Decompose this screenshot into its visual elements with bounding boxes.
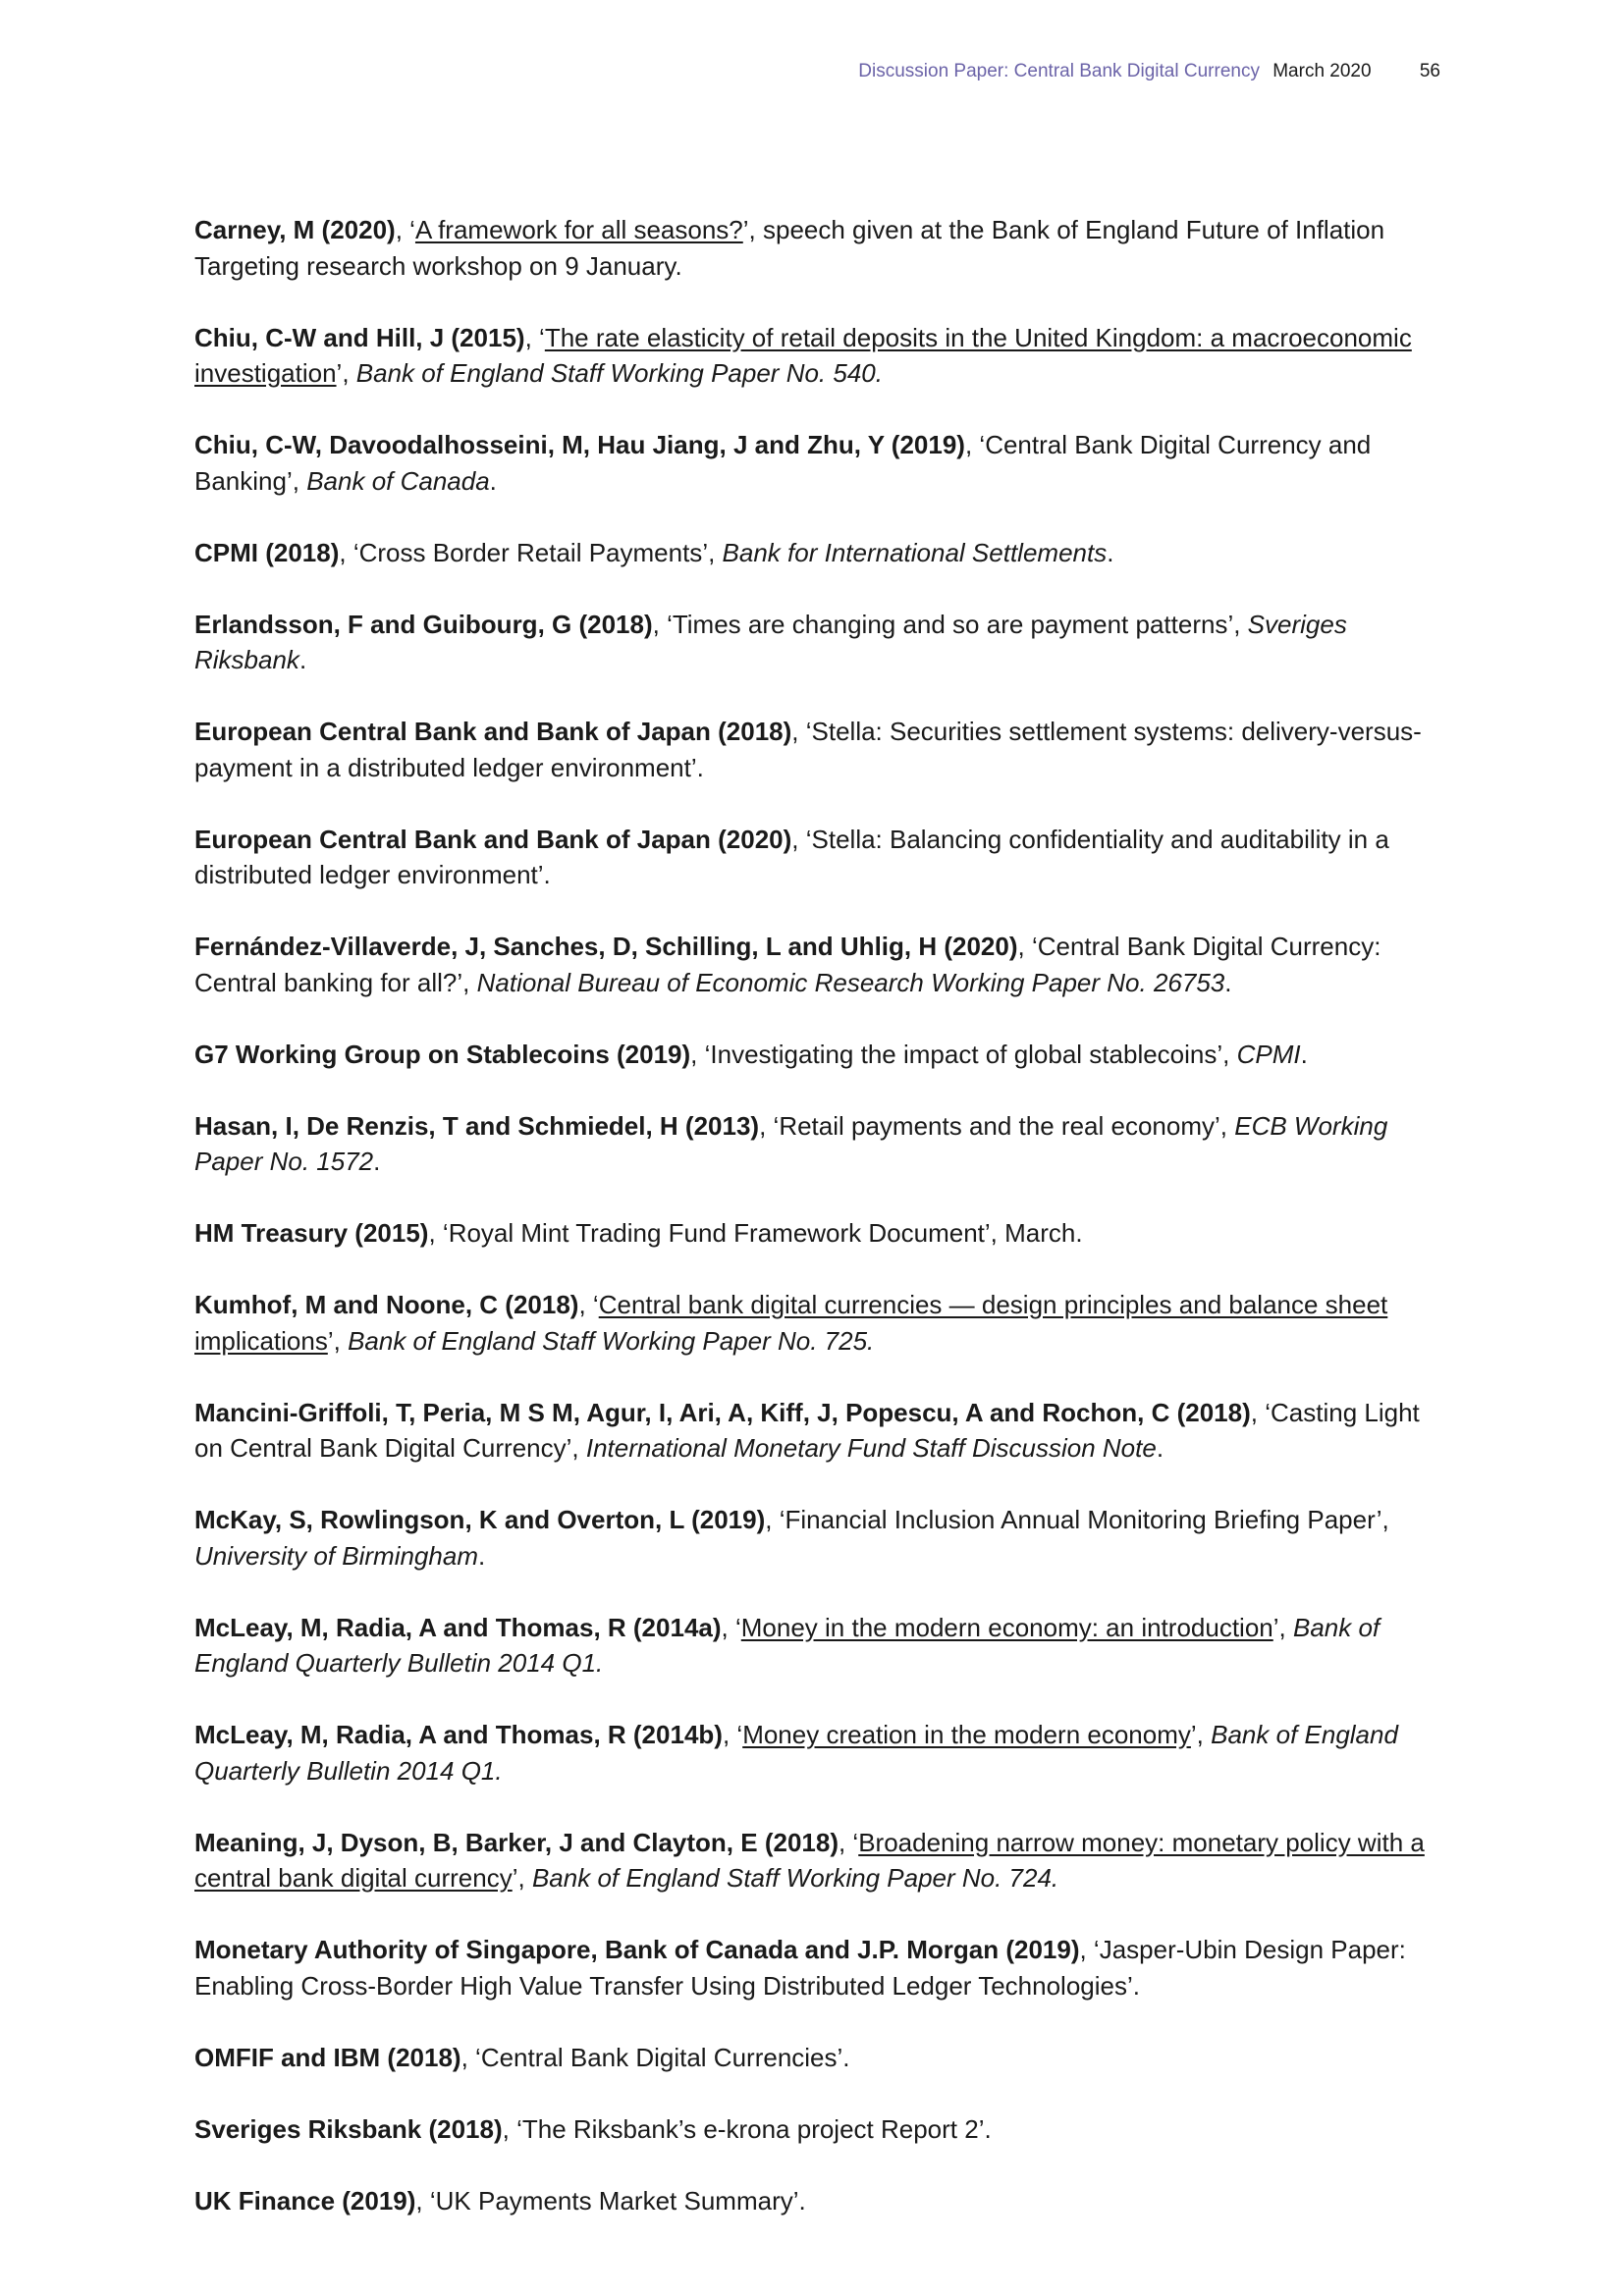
reference-punctuation: , ‘ [759,1110,780,1141]
reference-punctuation: , ‘ [524,322,545,352]
reference-source: ECB Working Paper No. 1572 [194,1110,1388,1176]
reference-authors: Meaning, J, Dyson, B, Barker, J and Clayton, E (2018) [194,1827,839,1857]
reference-entry [194,320,1451,392]
reference-title: Investigating the impact of global stablecoins [710,1039,1218,1069]
page-number: 56 [1419,61,1440,81]
reference-punctuation: ’, [336,358,356,388]
reference-entry [194,2040,1451,2076]
reference-authors: Sveriges Riksbank (2018) [194,2113,503,2144]
reference-title: Casting Light on Central Bank Digital Currency [194,1397,1420,1463]
reference-punctuation: ’, [286,465,307,496]
reference-punctuation: ’, [702,537,723,567]
reference-entry [194,1215,1451,1252]
reference-entry [194,2183,1451,2219]
reference-authors: Chiu, C-W, Davoodalhosseini, M, Hau Jiang, J and Zhu, Y (2019) [194,430,965,459]
reference-source: CPMI [1236,1039,1301,1069]
reference-entry [194,607,1451,678]
reference-punctuation: , ‘ [765,1505,785,1534]
reference-title: Times are changing and so are payment patterns [672,609,1228,639]
reference-punctuation: , ‘ [722,1720,743,1749]
reference-source: Bank of England Staff Working Paper No. 725. [348,1325,875,1356]
reference-source: Bank of England Staff Working Paper No. 540. [355,358,883,388]
reference-punctuation: , ‘ [838,1827,859,1857]
reference-title: Financial Inclusion Annual Monitoring Briefing Paper [785,1505,1377,1534]
reference-punctuation: , ‘ [460,2042,481,2072]
reference-source: University of Birmingham [194,1540,478,1571]
reference-punctuation: , ‘ [690,1039,711,1069]
reference-punctuation: ’, [327,1325,349,1356]
reference-punctuation: . [489,465,497,496]
reference-title-link[interactable]: Money creation in the modern economy [742,1720,1191,1749]
reference-punctuation: ’. [837,2042,850,2072]
reference-punctuation: , ‘ [964,430,986,459]
reference-title: Central Bank Digital Currency: Central banking for all? [194,932,1381,997]
reference-source: National Bureau of Economic Research Working Paper No. 26753 [476,967,1225,997]
reference-punctuation: ’, [1215,1110,1235,1141]
reference-authors: UK Finance (2019) [194,2185,416,2216]
reference-title: UK Payments Market Summary [435,2185,793,2216]
reference-entry [194,427,1451,499]
reference-title-link[interactable]: Money in the modern economy: an introduction [740,1612,1273,1642]
reference-punctuation: ’, [1217,1039,1237,1069]
reference-authors: McKay, S, Rowlingson, K and Overton, L (2019) [194,1505,766,1534]
reference-authors: Hasan, I, De Renzis, T and Schmiedel, H (2013) [194,1110,760,1141]
reference-punctuation: ’, [566,1433,586,1463]
reference-entry [194,1825,1451,1896]
reference-entry [194,1037,1451,1073]
reference-punctuation: , ‘ [791,717,812,746]
reference-punctuation: , ‘ [1017,932,1038,961]
reference-title: Cross Border Retail Payments [358,537,703,567]
reference-source: International Monetary Fund Staff Discussion Note [585,1433,1157,1463]
reference-entry [194,1287,1451,1359]
page-header [858,61,1440,82]
reference-source: Bank of England Quarterly Bulletin 2014 Q1. [194,1612,1380,1678]
reference-title: Retail payments and the real economy [779,1110,1216,1141]
reference-authors: McLeay, M, Radia, A and Thomas, R (2014a) [194,1612,722,1642]
reference-title: Central Bank Digital Currencies [480,2042,838,2072]
reference-punctuation: . [1300,1039,1308,1069]
reference-title: Stella: Securities settlement systems: delivery-versus-payment in a distributed ledger environment [194,717,1422,782]
reference-entry [194,714,1451,785]
reference-entry [194,1717,1451,1789]
reference-punctuation: ’. [537,860,551,889]
reference-title: The Riksbank’s e-krona project Report 2 [521,2113,979,2144]
reference-punctuation: , ‘ [791,824,812,854]
reference-punctuation: , ‘ [1079,1935,1100,1964]
reference-authors: European Central Bank and Bank of Japan (2020) [194,824,792,854]
reference-punctuation: , ‘ [415,2185,436,2216]
reference-entry [194,1108,1451,1180]
reference-title-link[interactable]: Broadening narrow money: monetary policy with a central bank digital currency [194,1827,1425,1893]
reference-entry [194,1932,1451,2003]
reference-authors: G7 Working Group on Stablecoins (2019) [194,1039,691,1069]
reference-entry [194,822,1451,893]
reference-punctuation: ’. [792,2185,806,2216]
reference-authors: OMFIF and IBM (2018) [194,2042,461,2072]
reference-source: Bank for International Settlements [722,537,1108,567]
reference-punctuation: ’, speech given at the Bank of England Future of Inflation Targeting research workshop on 9 January. [194,215,1385,281]
reference-punctuation: . [1224,967,1232,997]
reference-punctuation: ’, [1272,1612,1293,1642]
reference-authors: Erlandsson, F and Guibourg, G (2018) [194,609,653,639]
reference-entry [194,1502,1451,1574]
reference-punctuation: ’, [1376,1505,1389,1534]
reference-punctuation: . [373,1147,381,1176]
reference-title: Central Bank Digital Currency and Banking [194,430,1372,496]
reference-punctuation: , ‘ [395,215,415,244]
reference-title: Jasper-Ubin Design Paper: Enabling Cross-Border High Value Transfer Using Distributed Ledger Technologies [194,1935,1406,2001]
reference-authors: Chiu, C-W and Hill, J (2015) [194,322,525,352]
reference-punctuation: ’, March. [984,1218,1083,1248]
reference-title-link[interactable]: Central bank digital currencies — design principles and balance sheet implications [194,1290,1388,1356]
reference-punctuation: ’, [1190,1720,1212,1749]
reference-punctuation: . [298,645,307,674]
reference-punctuation: ’. [690,752,704,782]
reference-punctuation: , ‘ [652,609,673,639]
reference-authors: Monetary Authority of Singapore, Bank of Canada and J.P. Morgan (2019) [194,1935,1080,1964]
reference-punctuation: ’, [1227,609,1248,639]
reference-entry [194,535,1451,571]
reference-punctuation: , ‘ [428,1218,449,1248]
reference-source: Bank of Canada [306,465,490,496]
reference-punctuation: , ‘ [1250,1397,1271,1427]
reference-authors: McLeay, M, Radia, A and Thomas, R (2014b) [194,1720,723,1749]
reference-authors: Mancini-Griffoli, T, Peria, M S M, Agur, I, Ari, A, Kiff, J, Popescu, A and Rochon, C (2018) [194,1397,1251,1427]
reference-authors: Fernández-Villaverde, J, Sanches, D, Schilling, L and Uhlig, H (2020) [194,932,1018,961]
reference-authors: European Central Bank and Bank of Japan (2018) [194,717,792,746]
reference-punctuation: ’. [978,2113,992,2144]
reference-title-link[interactable]: The rate elasticity of retail deposits in the United Kingdom: a macroeconomic investigation [194,322,1412,388]
reference-punctuation: . [1156,1433,1164,1463]
reference-authors: Carney, M (2020) [194,215,396,244]
reference-punctuation: ’. [1127,1970,1140,2001]
reference-entry [194,212,1451,284]
reference-punctuation: , ‘ [339,537,359,567]
reference-punctuation: , ‘ [721,1612,741,1642]
reference-entry [194,1395,1451,1467]
reference-punctuation: ’, [512,1863,532,1893]
reference-punctuation: , ‘ [502,2113,522,2144]
reference-title-link[interactable]: A framework for all seasons? [414,215,743,244]
reference-entry [194,2111,1451,2148]
reference-punctuation: ’, [457,967,477,997]
reference-title: Royal Mint Trading Fund Framework Document [448,1218,985,1248]
reference-source: Bank of England Staff Working Paper No. 724. [531,1863,1059,1893]
reference-authors: Kumhof, M and Noone, C (2018) [194,1290,579,1319]
reference-source: Bank of England Quarterly Bulletin 2014 Q1. [194,1720,1398,1786]
reference-punctuation: , ‘ [578,1290,599,1319]
reference-authors: CPMI (2018) [194,537,340,567]
reference-entry [194,1610,1451,1682]
reference-punctuation: . [477,1540,486,1571]
reference-punctuation: . [1107,537,1114,567]
reference-entry [194,929,1451,1000]
reference-list [194,212,1451,2255]
reference-source: Sveriges Riksbank [194,609,1347,674]
reference-title: Stella: Balancing confidentiality and auditability in a distributed ledger environment [194,824,1389,889]
document-date: March 2020 [1272,61,1372,81]
document-title: Discussion Paper: Central Bank Digital Currency [858,61,1260,81]
reference-authors: HM Treasury (2015) [194,1218,429,1248]
